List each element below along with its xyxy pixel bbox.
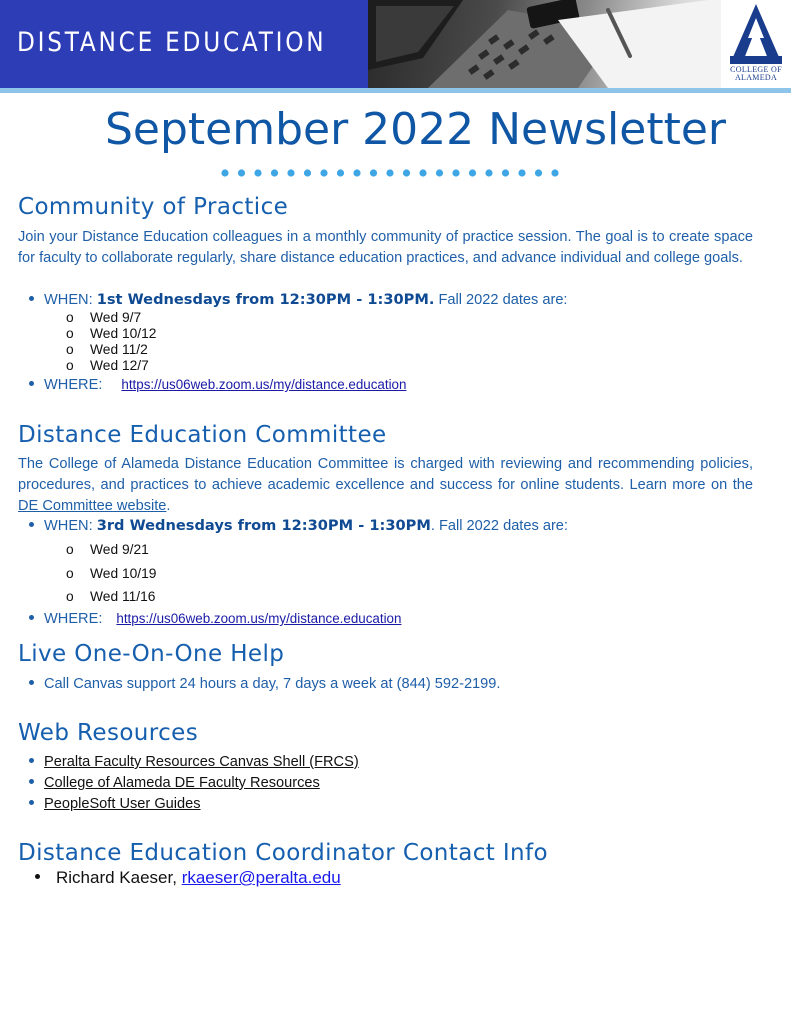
dotted-divider: [220, 166, 560, 180]
zoom-link[interactable]: https://us06web.zoom.us/my/distance.education: [116, 611, 402, 626]
date-item: Wed 11/2: [90, 342, 148, 357]
date-item: Wed 10/19: [90, 566, 157, 581]
bullet-icon: [29, 381, 34, 386]
divider-dot: [287, 169, 294, 176]
committee-body: [18, 454, 753, 517]
banner-title: DISTANCE EDUCATION: [17, 27, 327, 58]
bullet-icon: [29, 758, 34, 763]
bullet-icon: [29, 779, 34, 784]
when-time: 3rd Wednesdays from 12:30PM - 1:30PM: [96, 517, 431, 534]
bullet-icon: [29, 522, 34, 527]
divider-dot: [254, 169, 261, 176]
divider-dot: [221, 169, 228, 176]
list-item: o Wed 9/7: [66, 310, 142, 325]
divider-dot: [469, 169, 476, 176]
bullet-icon: [29, 800, 34, 805]
banner-title-panel: [0, 0, 368, 88]
list-item: o Wed 12/7: [66, 358, 149, 373]
logo-text: [722, 66, 790, 82]
when-suffix: Fall 2022 dates are:: [434, 292, 568, 308]
logo-line-2: ALAMEDA: [734, 73, 778, 82]
list-item: o Wed 9/21: [66, 542, 149, 557]
divider-dot: [452, 169, 459, 176]
divider-dot: [419, 169, 426, 176]
section-heading-contact: Distance Education Coordinator Contact Info: [18, 840, 548, 866]
divider-dot: [320, 169, 327, 176]
section-heading-resources: Web Resources: [18, 720, 199, 746]
bullet-icon: [29, 680, 34, 685]
bullet-icon: [29, 615, 34, 620]
laptop-photo: [368, 0, 721, 88]
committee-body-text: The College of Alameda Distance Education Committee is charged with reviewing and recommending policies, procedures, and practices to achieve academic excellence and success for online students. Learn more on the: [18, 456, 753, 493]
zoom-link[interactable]: https://us06web.zoom.us/my/distance.education: [121, 377, 407, 392]
help-item: [29, 675, 500, 693]
date-item: Wed 11/16: [90, 589, 156, 604]
divider-dot: [535, 169, 542, 176]
resource-item: [29, 753, 359, 771]
bullet-icon: [35, 874, 40, 879]
divider-dot: [386, 169, 393, 176]
contact-name: Richard Kaeser,: [56, 868, 182, 887]
section-heading-committee: Distance Education Committee: [18, 422, 387, 448]
divider-dot: [502, 169, 509, 176]
peoplesoft-guides-link[interactable]: PeopleSoft User Guides: [44, 796, 201, 812]
section-heading-community: Community of Practice: [18, 194, 289, 220]
when-suffix: . Fall 2022 dates are:: [430, 518, 568, 534]
divider-dot: [353, 169, 360, 176]
when-label: WHEN:: [44, 292, 97, 308]
divider-dot: [238, 169, 245, 176]
list-item: o Wed 10/19: [66, 566, 157, 581]
date-item: Wed 9/7: [90, 310, 142, 325]
college-of-alameda-logo-icon: [730, 4, 782, 64]
banner-divider: [0, 88, 791, 93]
bullet-icon: [29, 296, 34, 301]
divider-dot: [436, 169, 443, 176]
section-heading-help: Live One-On-One Help: [18, 641, 285, 667]
list-item: o Wed 10/12: [66, 326, 157, 341]
divider-dot: [485, 169, 492, 176]
date-item: Wed 9/21: [90, 542, 149, 557]
header-banner: [0, 0, 791, 93]
where-label: WHERE:: [44, 377, 103, 393]
divider-dot: [403, 169, 410, 176]
divider-dot: [518, 169, 525, 176]
divider-dot: [551, 169, 558, 176]
divider-dot: [271, 169, 278, 176]
community-where: [29, 376, 406, 394]
when-time: 1st Wednesdays from 12:30PM - 1:30PM.: [96, 291, 435, 308]
resource-item: [29, 795, 201, 813]
frcs-link[interactable]: Peralta Faculty Resources Canvas Shell (FRCS): [44, 754, 359, 770]
de-committee-website-link[interactable]: DE Committee website: [18, 498, 167, 514]
committee-body-end: .: [166, 498, 171, 514]
committee-when: [29, 517, 568, 535]
list-item: o Wed 11/16: [66, 589, 156, 604]
divider-dot: [337, 169, 344, 176]
committee-where: [29, 610, 401, 628]
contact-email-link[interactable]: rkaeser@peralta.edu: [181, 868, 341, 887]
coa-de-faculty-resources-link[interactable]: College of Alameda DE Faculty Resources: [44, 775, 320, 791]
page-title: September 2022 Newsletter: [104, 104, 726, 155]
date-item: Wed 10/12: [90, 326, 157, 341]
contact-item: [35, 868, 341, 888]
help-text: Call Canvas support 24 hours a day, 7 days a week at (844) 592-2199.: [44, 676, 501, 692]
list-item: o Wed 11/2: [66, 342, 148, 357]
where-label: WHERE:: [44, 611, 103, 627]
divider-dot: [304, 169, 311, 176]
community-body: Join your Distance Education colleagues in a monthly community of practice session. The goal is to create space for faculty to collaborate regularly, share distance education practices, and advance individual and college goals.: [18, 229, 753, 266]
community-when: [29, 291, 567, 309]
resource-item: [29, 774, 320, 792]
when-label: WHEN:: [44, 518, 97, 534]
logo-line-1: COLLEGE OF: [730, 65, 782, 74]
date-item: Wed 12/7: [90, 358, 149, 373]
divider-dot: [370, 169, 377, 176]
